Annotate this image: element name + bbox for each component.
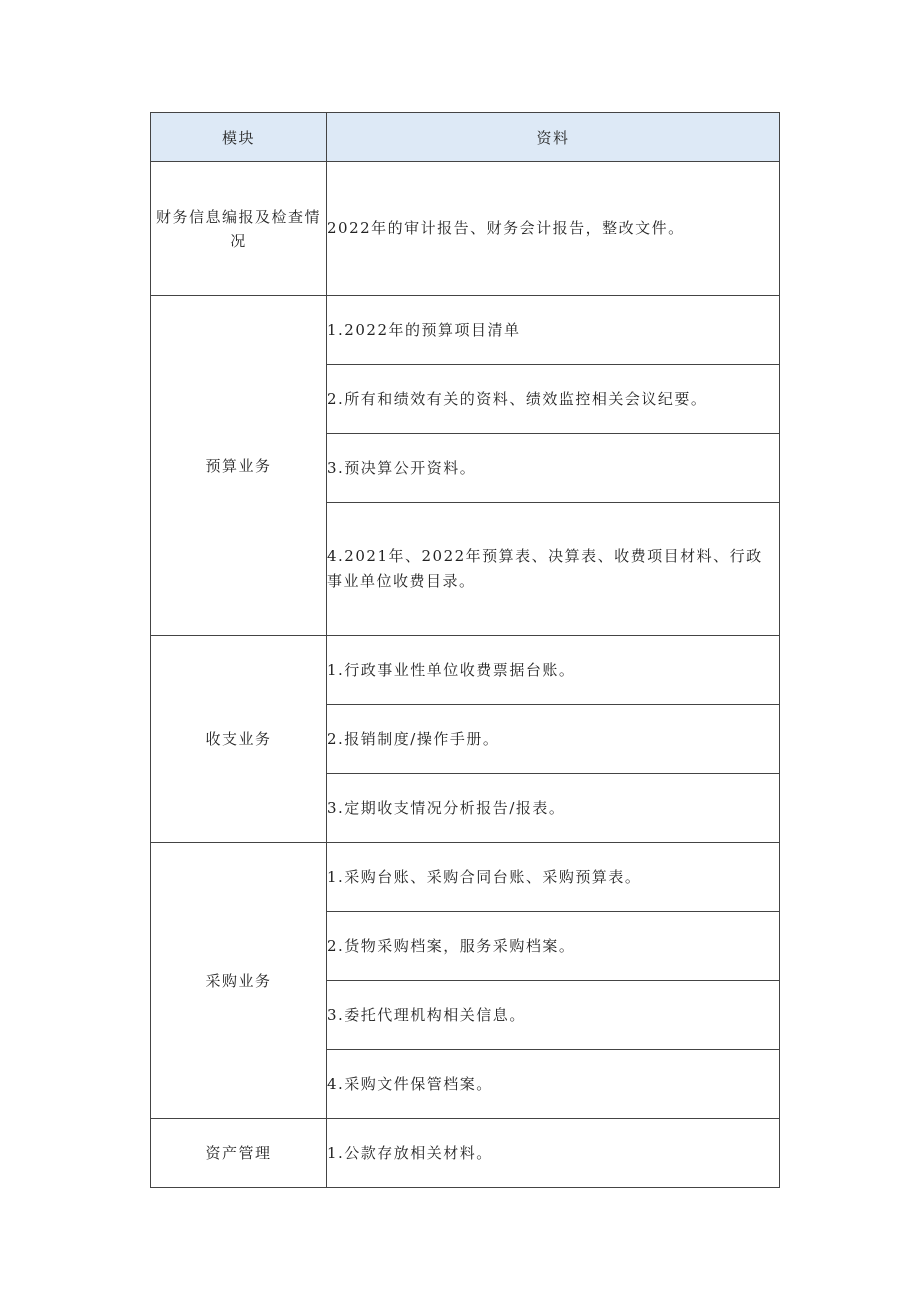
- materials-table: [150, 112, 780, 1188]
- material-cell: 2.所有和绩效有关的资料、绩效监控相关会议纪要。: [327, 365, 780, 434]
- material-cell: 1.采购台账、采购合同台账、采购预算表。: [327, 843, 780, 912]
- table-row: [151, 162, 780, 296]
- material-cell: 3.预决算公开资料。: [327, 434, 780, 503]
- material-cell: 1.行政事业性单位收费票据台账。: [327, 636, 780, 705]
- material-cell: 4.2021年、2022年预算表、决算表、收费项目材料、行政事业单位收费目录。: [327, 503, 780, 636]
- module-cell: 收支业务: [151, 636, 327, 843]
- table-row: [151, 296, 780, 365]
- table-row: [151, 1119, 780, 1188]
- module-cell: 采购业务: [151, 843, 327, 1119]
- module-cell: 预算业务: [151, 296, 327, 636]
- material-cell: 1.公款存放相关材料。: [327, 1119, 780, 1188]
- table-header-row: [151, 113, 780, 162]
- material-cell: 4.采购文件保管档案。: [327, 1050, 780, 1119]
- material-cell: 2.报销制度/操作手册。: [327, 705, 780, 774]
- table-row: [151, 843, 780, 912]
- material-cell: 2022年的审计报告、财务会计报告，整改文件。: [327, 162, 780, 296]
- table-row: [151, 636, 780, 705]
- header-materials: 资料: [327, 113, 780, 162]
- material-cell: 1.2022年的预算项目清单: [327, 296, 780, 365]
- material-cell: 3.委托代理机构相关信息。: [327, 981, 780, 1050]
- material-cell: 3.定期收支情况分析报告/报表。: [327, 774, 780, 843]
- header-module: 模块: [151, 113, 327, 162]
- module-cell: 财务信息编报及检查情况: [151, 162, 327, 296]
- material-cell: 2.货物采购档案，服务采购档案。: [327, 912, 780, 981]
- module-cell: 资产管理: [151, 1119, 327, 1188]
